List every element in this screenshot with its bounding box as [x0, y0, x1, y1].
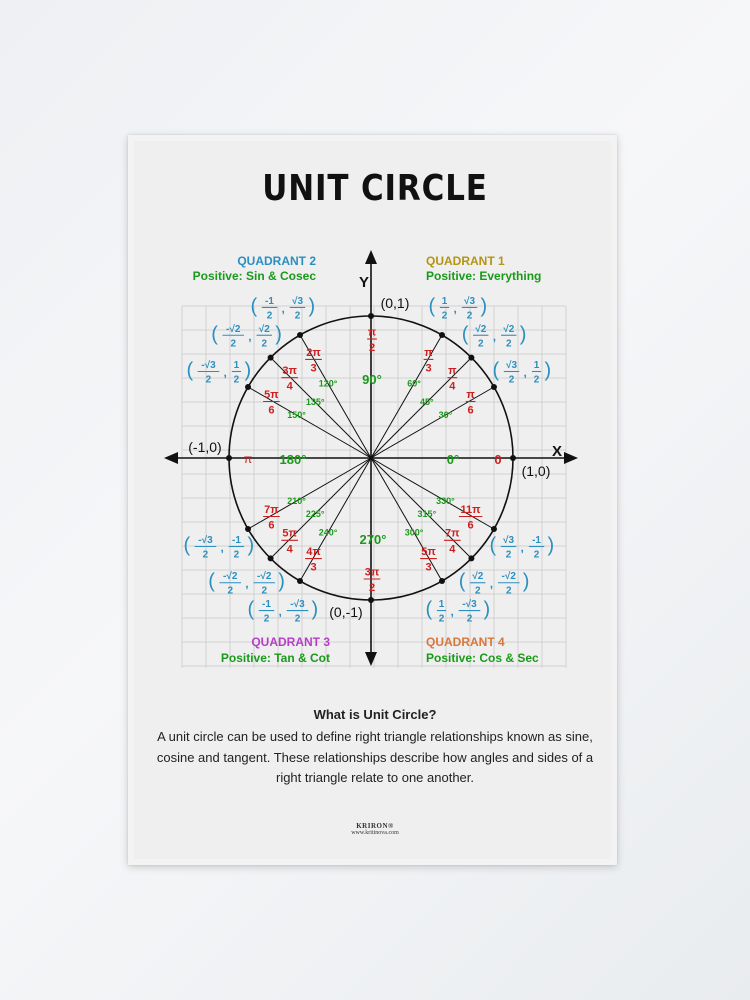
quadrant-2-positive: Positive: Sin & Cosec — [192, 269, 316, 283]
coord-paren-close: ) — [519, 323, 527, 346]
coord-x-30-num: √3 — [506, 360, 518, 371]
radian-label-60 — [424, 347, 434, 375]
coord-x-60-den: 2 — [441, 310, 448, 322]
quadrant-1-title: QUADRANT 1 — [426, 254, 505, 268]
coord-x-240 — [259, 599, 274, 625]
radian-label-45 — [447, 365, 457, 393]
coord-label-60 — [429, 295, 488, 321]
coord-x-210 — [195, 535, 217, 561]
coord-x-300-num: 1 — [438, 599, 445, 611]
radian-label-225-den: 4 — [286, 543, 293, 556]
coord-label-225 — [208, 571, 285, 597]
coord-comma: , — [281, 301, 285, 316]
coord-paren-open: ( — [183, 534, 191, 557]
coord-label-90: (0,1) — [380, 295, 410, 311]
radian-label-210 — [263, 504, 280, 532]
degree-label-315: 315° — [417, 508, 437, 519]
page-title: UNIT CIRCLE — [262, 168, 488, 209]
radian-label-240-num: 4π — [306, 545, 321, 558]
coord-x-45-num: √2 — [475, 323, 487, 335]
coord-x-120 — [262, 296, 277, 322]
coord-y-240 — [287, 599, 309, 625]
coord-x-240-num: -1 — [262, 599, 271, 611]
radian-label-330-num: 11π — [460, 503, 481, 516]
coord-y-315-num: -√2 — [501, 571, 516, 583]
y-axis-label: Y — [359, 274, 370, 291]
coord-label-240 — [248, 599, 319, 625]
degree-label-30: 30° — [438, 410, 453, 420]
y-axis-arrow-down — [365, 652, 377, 666]
degree-label-270: 270° — [359, 532, 387, 547]
coord-x-60 — [440, 296, 449, 322]
coord-y-60-num: √3 — [463, 295, 476, 307]
coord-comma: , — [248, 329, 252, 344]
coord-x-330-den: 2 — [505, 549, 512, 561]
coord-x-60-num: 1 — [441, 295, 448, 307]
description-body: A unit circle can be used to define right triangle relationships known as sine, cosine and tangent. These relationships describe how angles and sides of a right triangle relate to one another. — [156, 729, 594, 785]
coord-x-210-num: -√3 — [198, 535, 213, 546]
coord-label-120 — [251, 295, 316, 321]
degree-label-225: 225° — [305, 508, 325, 519]
radian-label-225-num: 5π — [282, 527, 297, 540]
coord-comma: , — [492, 329, 497, 344]
coord-paren-open: ( — [186, 359, 194, 382]
radian-label-225 — [281, 528, 298, 556]
coord-paren-open: ( — [461, 323, 469, 346]
radian-label-270-num: 3π — [364, 566, 380, 579]
coord-paren-open: ( — [428, 295, 436, 318]
degree-label-45: 45° — [420, 397, 434, 408]
coord-paren-close: ) — [275, 323, 282, 346]
coord-x-150-den: 2 — [205, 374, 212, 386]
coord-y-120-den: 2 — [294, 310, 301, 322]
brand-url: www.kritinova.com — [351, 830, 399, 836]
radian-label-30-den: 6 — [467, 404, 474, 417]
coord-x-315-den: 2 — [474, 585, 481, 597]
brand — [0, 822, 750, 836]
degree-label-300: 300° — [404, 527, 424, 538]
radian-label-0: 0 — [494, 452, 502, 467]
coord-y-240-num: -√3 — [290, 599, 305, 611]
quadrant-4-positive: Positive: Cos & Sec — [426, 651, 539, 665]
coord-x-150 — [198, 360, 220, 386]
coord-paren-close: ) — [522, 570, 530, 593]
radian-label-150 — [263, 389, 280, 417]
radian-label-180: π — [243, 452, 253, 466]
coord-label-270: (0,-1) — [329, 604, 363, 620]
quadrant-1-positive: Positive: Everything — [426, 269, 542, 283]
coord-comma: , — [523, 365, 527, 380]
coord-paren-open: ( — [492, 359, 500, 382]
coord-y-135 — [257, 324, 272, 350]
degree-label-240: 240° — [318, 527, 338, 538]
radian-label-45-num: π — [448, 365, 457, 378]
coord-x-210-den: 2 — [202, 549, 209, 561]
coord-paren-close: ) — [480, 295, 488, 318]
coord-label-0: (1,0) — [521, 463, 551, 479]
radian-label-300 — [420, 546, 437, 574]
coord-x-240-den: 2 — [263, 613, 270, 625]
coord-y-330-num: -1 — [532, 535, 542, 546]
x-axis-arrow-right — [564, 452, 578, 464]
coord-paren-open: ( — [211, 323, 218, 346]
coord-y-315 — [498, 571, 520, 597]
coord-x-150-num: -√3 — [201, 360, 216, 371]
brand-logo: KRIRON® — [356, 822, 394, 830]
coord-comma: , — [223, 365, 227, 380]
radian-label-135 — [281, 365, 298, 393]
coord-y-120 — [290, 296, 305, 322]
coord-x-330-num: √3 — [503, 535, 515, 546]
coord-y-210-num: -1 — [231, 535, 241, 546]
radian-label-90 — [367, 326, 377, 354]
coord-y-225 — [253, 571, 275, 597]
radian-label-240-den: 3 — [310, 561, 317, 574]
coord-y-150-num: 1 — [233, 360, 240, 371]
radian-label-315-den: 4 — [449, 543, 456, 556]
coord-y-315-den: 2 — [505, 585, 512, 597]
quadrant-3-positive: Positive: Tan & Cot — [220, 651, 330, 665]
coord-y-225-den: 2 — [261, 585, 268, 597]
coord-paren-open: ( — [250, 295, 258, 318]
coord-comma: , — [450, 604, 454, 619]
radian-label-60-num: π — [424, 346, 433, 359]
radian-label-300-num: 5π — [421, 545, 436, 558]
coord-label-150 — [186, 360, 251, 386]
coord-paren-open: ( — [458, 570, 466, 593]
radian-label-270-den: 2 — [368, 582, 376, 594]
coord-x-30-den: 2 — [508, 374, 515, 386]
coord-label-330 — [490, 535, 555, 561]
radian-label-120-den: 3 — [310, 362, 317, 375]
radian-label-300-den: 3 — [425, 561, 432, 574]
radian-label-210-num: 7π — [264, 503, 279, 516]
radian-label-90-num: π — [367, 326, 377, 339]
coord-x-135 — [222, 324, 244, 350]
radian-label-240 — [305, 546, 322, 574]
quadrant-2-title: QUADRANT 2 — [237, 254, 316, 268]
coord-y-120-num: √3 — [291, 295, 304, 307]
coord-y-225-num: -√2 — [257, 571, 272, 583]
quadrant-3-title: QUADRANT 3 — [251, 635, 330, 649]
coord-y-300-num: -√3 — [462, 599, 477, 611]
description — [150, 707, 600, 789]
radian-label-150-den: 6 — [268, 404, 275, 417]
degree-label-120: 120° — [318, 378, 338, 389]
coord-label-210 — [183, 535, 254, 561]
coord-paren-close: ) — [278, 570, 285, 593]
coord-x-300 — [437, 599, 446, 625]
radian-label-150-num: 5π — [264, 388, 279, 401]
coord-paren-open: ( — [425, 598, 433, 621]
coord-paren-open: ( — [489, 534, 497, 557]
coord-x-120-num: -1 — [265, 295, 274, 307]
coord-x-225-num: -√2 — [223, 571, 238, 583]
coord-y-30-den: 2 — [533, 374, 540, 386]
radian-label-30-num: π — [466, 388, 475, 401]
y-axis-arrow-up — [365, 250, 377, 264]
radian-label-120-num: 2π — [306, 346, 321, 359]
coord-y-135-den: 2 — [261, 338, 268, 350]
degree-label-60: 60° — [407, 378, 421, 389]
radian-label-135-den: 4 — [286, 380, 293, 393]
degree-label-150: 150° — [287, 410, 306, 420]
coord-x-135-num: -√2 — [226, 323, 241, 335]
coord-y-240-den: 2 — [294, 613, 301, 625]
coord-y-60-den: 2 — [466, 310, 473, 322]
coord-paren-close: ) — [547, 534, 555, 557]
coord-x-135-den: 2 — [230, 338, 237, 350]
coord-paren-close: ) — [247, 534, 255, 557]
coord-label-300 — [426, 599, 491, 625]
coord-x-330 — [501, 535, 516, 561]
coord-paren-close: ) — [308, 295, 316, 318]
degree-label-180: 180° — [279, 452, 307, 467]
coord-y-30-num: 1 — [533, 360, 540, 371]
coord-y-210-den: 2 — [233, 549, 240, 561]
degree-label-135: 135° — [305, 397, 325, 408]
coord-x-30 — [504, 360, 519, 386]
coord-x-315-num: √2 — [472, 571, 484, 583]
coord-paren-close: ) — [483, 598, 491, 621]
coord-comma: , — [489, 576, 494, 591]
quadrant-4-title: QUADRANT 4 — [426, 635, 505, 649]
coord-y-330-den: 2 — [533, 549, 540, 561]
degree-label-90: 90° — [362, 372, 382, 387]
coord-paren-open: ( — [247, 598, 255, 621]
coord-y-45 — [501, 324, 516, 350]
coord-x-45 — [473, 324, 488, 350]
radian-label-315-num: 7π — [445, 527, 460, 540]
radian-label-330 — [459, 504, 482, 532]
radian-label-90-den: 2 — [368, 342, 376, 354]
coord-x-45-den: 2 — [477, 338, 484, 350]
radian-label-45-den: 4 — [449, 380, 456, 393]
coord-comma: , — [278, 604, 282, 619]
coord-y-150 — [232, 360, 241, 386]
degree-label-210: 210° — [287, 496, 306, 506]
radian-label-330-den: 6 — [467, 519, 474, 532]
coord-comma: , — [245, 576, 249, 591]
coord-x-315 — [470, 571, 485, 597]
coord-y-150-den: 2 — [233, 374, 240, 386]
coord-y-45-num: √2 — [503, 323, 515, 335]
coord-label-180: (-1,0) — [188, 439, 222, 455]
coord-x-225-den: 2 — [227, 585, 234, 597]
axes — [164, 250, 578, 666]
coord-comma: , — [220, 540, 224, 555]
x-axis-arrow-left — [164, 452, 178, 464]
coord-x-120-den: 2 — [266, 310, 273, 322]
degree-label-0: 0° — [446, 452, 460, 467]
coord-y-45-den: 2 — [505, 338, 512, 350]
radian-label-120 — [305, 347, 322, 375]
radian-label-270 — [364, 566, 381, 594]
coord-paren-close: ) — [311, 598, 319, 621]
coord-y-135-num: √2 — [258, 323, 270, 335]
coord-x-300-den: 2 — [438, 613, 445, 625]
x-axis-label: X — [552, 443, 563, 460]
radian-label-60-den: 3 — [425, 362, 432, 375]
coord-paren-open: ( — [208, 570, 215, 593]
radian-label-135-num: 3π — [282, 365, 297, 378]
description-title: What is Unit Circle? — [313, 707, 437, 722]
coord-y-30 — [532, 360, 541, 386]
coord-comma: , — [520, 540, 524, 555]
coord-comma: , — [453, 301, 457, 316]
coord-label-135 — [211, 323, 282, 349]
degree-label-330: 330° — [436, 496, 455, 506]
coord-paren-close: ) — [244, 359, 252, 382]
coord-y-210 — [229, 535, 244, 561]
coord-y-300-den: 2 — [466, 613, 473, 625]
radian-label-210-den: 6 — [268, 519, 275, 532]
coord-paren-close: ) — [544, 359, 552, 382]
